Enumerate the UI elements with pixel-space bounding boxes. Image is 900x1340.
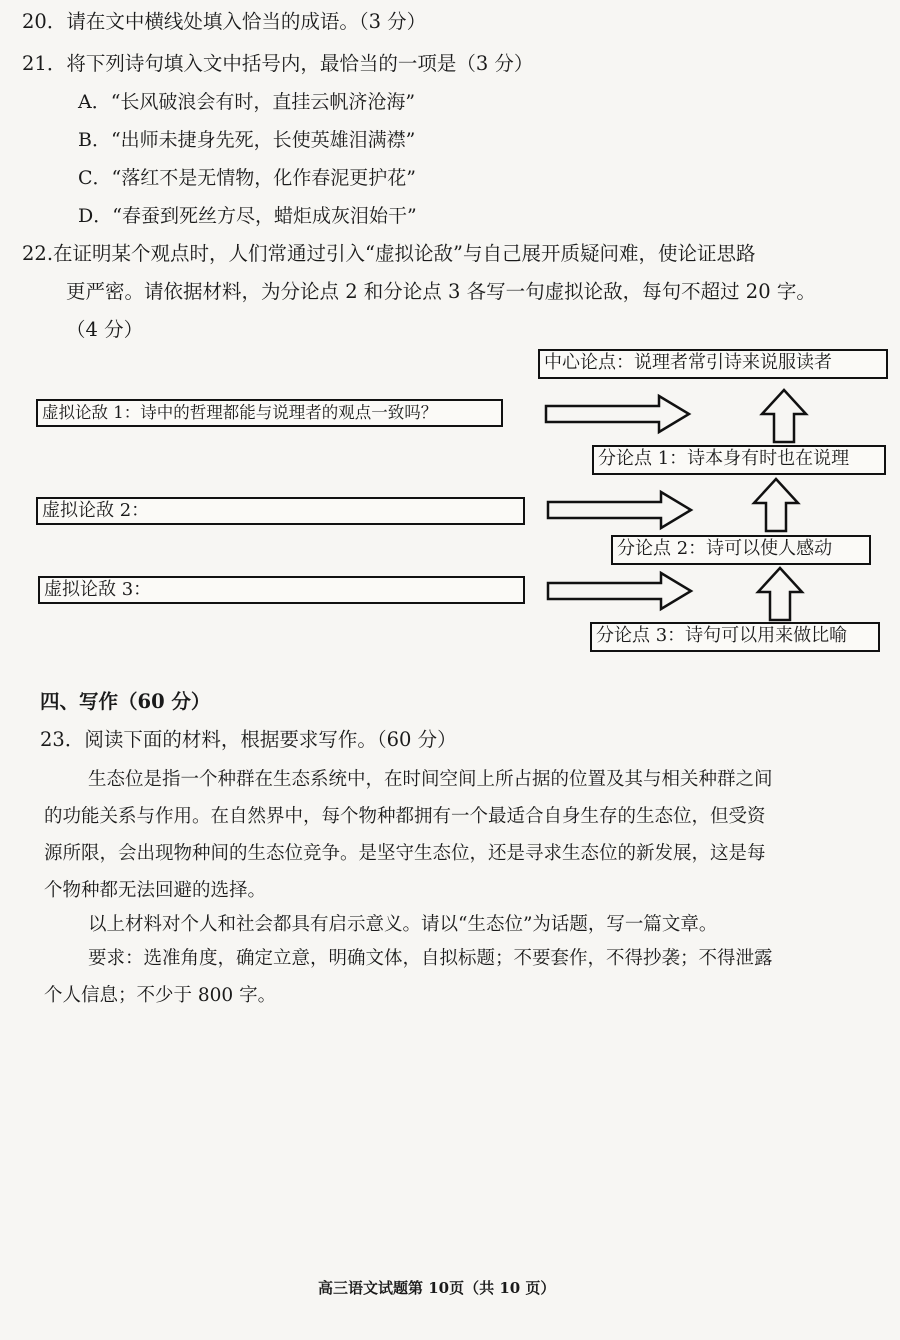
center-argument-box: 中心论点：说理者常引诗来说服读者: [538, 349, 888, 379]
sub-argument-1-box: 分论点 1：诗本身有时也在说理: [592, 445, 886, 475]
page-footer: 高三语文试题第 10页（共 10 页）: [318, 1279, 556, 1297]
option-a: A．“长风破浪会有时，直挂云帆济沧海”: [78, 91, 416, 113]
material-line: 个物种都无法回避的选择。: [44, 880, 267, 901]
up-arrow-icon: [760, 388, 808, 444]
option-d: D．“春蚕到死丝方尽，蜡炬成灰泪始干”: [78, 205, 417, 227]
material-line: 的功能关系与作用。在自然界中，每个物种都拥有一个最适合自身生存的生态位，但受资: [44, 806, 766, 827]
material-line: 生态位是指一个种群在生态系统中，在时间空间上所占据的位置及其与相关种群之间: [88, 769, 773, 790]
prompt-line: 以上材料对个人和社会都具有启示意义。请以“生态位”为话题，写一篇文章。: [88, 914, 718, 935]
right-arrow-icon: [546, 489, 696, 531]
question-22-line2: 更严密。请依据材料，为分论点 2 和分论点 3 各写一句虚拟论敌，每句不超过 20 字。: [66, 280, 816, 303]
question-21-stem: 21．将下列诗句填入文中括号内，最恰当的一项是（3 分）: [22, 52, 534, 75]
rebuttal-1-box: 虚拟论敌 1：诗中的哲理都能与说理者的观点一致吗？: [36, 399, 503, 427]
option-c: C．“落红不是无情物，化作春泥更护花”: [78, 167, 416, 189]
question-23-stem: 23．阅读下面的材料，根据要求写作。（60 分）: [40, 728, 457, 751]
rebuttal-3-box[interactable]: 虚拟论敌 3：: [38, 576, 525, 604]
up-arrow-icon: [756, 566, 804, 622]
sub-argument-2-box: 分论点 2：诗可以使人感动: [611, 535, 871, 565]
right-arrow-icon: [544, 393, 694, 435]
sub-argument-3-box: 分论点 3：诗句可以用来做比喻: [590, 622, 880, 652]
rebuttal-2-box[interactable]: 虚拟论敌 2：: [36, 497, 525, 525]
section-heading: 四、写作（60 分）: [40, 690, 211, 713]
question-22-line3: （4 分）: [66, 318, 144, 341]
question-22-line1: 22.在证明某个观点时，人们常通过引入“虚拟论敌”与自己展开质疑问难，使论证思路: [22, 242, 756, 265]
option-b: B．“出师未捷身先死，长使英雄泪满襟”: [78, 129, 416, 151]
requirement-line: 个人信息；不少于 800 字。: [44, 985, 277, 1006]
material-line: 源所限，会出现物种间的生态位竞争。是坚守生态位，还是寻求生态位的新发展，这是每: [44, 843, 766, 864]
requirement-line: 要求：选准角度，确定立意，明确文体，自拟标题；不要套作，不得抄袭；不得泄露: [88, 948, 773, 969]
question-20: 20．请在文中横线处填入恰当的成语。（3 分）: [22, 10, 427, 33]
up-arrow-icon: [752, 477, 800, 533]
right-arrow-icon: [546, 570, 696, 612]
